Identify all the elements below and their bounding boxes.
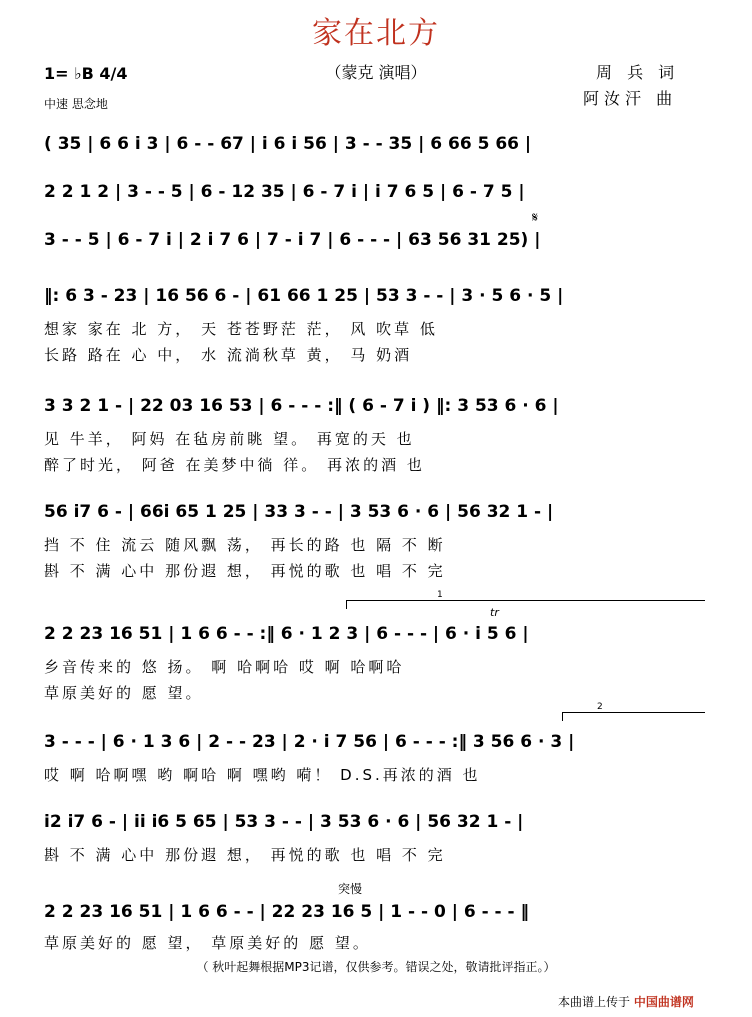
score-line-1 bbox=[0, 132, 752, 156]
lyric-line-4b: 长路 路在 心 中， 水 流淌秋草 黄， 马 奶酒 bbox=[44, 346, 413, 364]
score-line-8 bbox=[0, 730, 752, 754]
lyric-line-5b: 醉了时光， 阿爸 在美梦中徜 徉。 再浓的酒 也 bbox=[44, 456, 425, 474]
trill-mark: tr bbox=[490, 606, 499, 619]
volta-bracket-2 bbox=[562, 702, 705, 721]
score-line-6 bbox=[0, 500, 752, 524]
volta-number-2: 2 bbox=[597, 702, 603, 712]
lyric-line-6b: 斟 不 满 心中 那份遐 想， 再悦的歌 也 唱 不 完 bbox=[44, 562, 446, 580]
notes-line-3: 3 - - 5 | 6 - 7 i | 2 i 7 6 | 7 - i 7 | 6 - - - | 63 56 31 25) | bbox=[44, 230, 541, 250]
score-line-2 bbox=[0, 180, 752, 204]
song-subtitle: （蒙克 演唱） bbox=[325, 63, 427, 82]
lyric-line-7b: 草原美好的 愿 望。 bbox=[44, 684, 204, 702]
notes-line-10: 2 2 23 16 51 | 1 6 6 - - | 22 23 16 5 | 1 - - 0 | 6 - - - ‖ bbox=[44, 902, 530, 922]
lyric-line-8a: 哎 啊 哈啊嘿 哟 啊哈 啊 嘿哟 嗬！ D.S.再浓的酒 也 bbox=[44, 766, 481, 784]
transcriber-note: （ 秋叶起舞根据MP3记谱，仅供参考。错误之处，敬请批评指正。） bbox=[196, 960, 556, 974]
site-name[interactable]: 中国曲谱网 bbox=[633, 995, 694, 1009]
lyric-line-6a: 挡 不 住 流云 随风飘 荡， 再长的路 也 隔 不 断 bbox=[44, 536, 446, 554]
lyric-line-4a: 想家 家在 北 方， 天 苍苍野茫 茫， 风 吹草 低 bbox=[44, 320, 438, 338]
volta-number-1: 1 bbox=[437, 590, 443, 600]
notes-line-2: 2 2 1 2 | 3 - - 5 | 6 - 12 35 | 6 - 7 i | i 7 6 5 | 6 - 7 5 | bbox=[44, 182, 525, 202]
lyric-line-7a: 乡音传来的 悠 扬。 啊 哈啊哈 哎 啊 哈啊哈 bbox=[44, 658, 405, 676]
notes-line-9: i2 i7 6 - | ii i6 5 65 | 53 3 - - | 3 53 6 · 6 | 56 32 1 - | bbox=[44, 812, 524, 832]
notes-line-6: 56 i7 6 - | 66i 65 1 25 | 33 3 - - | 3 53 6 · 6 | 56 32 1 - | bbox=[44, 502, 554, 522]
notes-line-7: 2 2 23 16 51 | 1 6 6 - - :‖ 6 · 1 2 3 | 6 - - - | 6 · i 5 6 | bbox=[44, 624, 529, 644]
score-line-3 bbox=[0, 228, 752, 252]
lyric-line-5a: 见 牛羊， 阿妈 在毡房前眺 望。 再宽的天 也 bbox=[44, 430, 415, 448]
upload-credit bbox=[558, 993, 694, 1010]
composer-credit: 阿汝汗 曲 bbox=[583, 89, 678, 108]
sudden-slow-mark: 突慢 bbox=[338, 882, 363, 896]
notes-line-8: 3 - - - | 6 · 1 3 6 | 2 - - 23 | 2 · i 7 56 | 6 - - - :‖ 3 56 6 · 3 | bbox=[44, 732, 575, 752]
volta-bracket-1 bbox=[346, 590, 705, 609]
lyricist-credit: 周 兵 词 bbox=[596, 63, 680, 82]
score-line-4 bbox=[0, 284, 752, 308]
notes-line-4: ‖: 6 3 - 23 | 16 56 6 - | 61 66 1 25 | 53 3 - - | 3 · 5 6 · 5 | bbox=[44, 286, 564, 306]
song-title: 家在北方 bbox=[312, 16, 440, 51]
notes-line-5: 3 3 2 1 - | 22 03 16 53 | 6 - - - :‖ ( 6 - 7 i ) ‖: 3 53 6 · 6 | bbox=[44, 396, 559, 416]
lyric-line-10a: 草原美好的 愿 望， 草原美好的 愿 望。 bbox=[44, 934, 371, 952]
lyric-line-9a: 斟 不 满 心中 那份遐 想， 再悦的歌 也 唱 不 完 bbox=[44, 846, 446, 864]
score-line-7 bbox=[0, 622, 752, 646]
score-line-10 bbox=[0, 900, 752, 924]
score-line-5 bbox=[0, 394, 752, 418]
upload-text: 本曲谱上传于 bbox=[558, 995, 631, 1009]
notes-line-1: ( 35 | 6 6 i 3 | 6 - - 67 | i 6 i 56 | 3 - - 35 | 6 66 5 66 | bbox=[44, 134, 532, 154]
score-line-9 bbox=[0, 810, 752, 834]
segno-mark: 𝄋 bbox=[532, 210, 539, 226]
key-signature: 1= ♭B 4/4 bbox=[44, 64, 128, 83]
tempo-marking: 中速 思念地 bbox=[44, 97, 108, 111]
